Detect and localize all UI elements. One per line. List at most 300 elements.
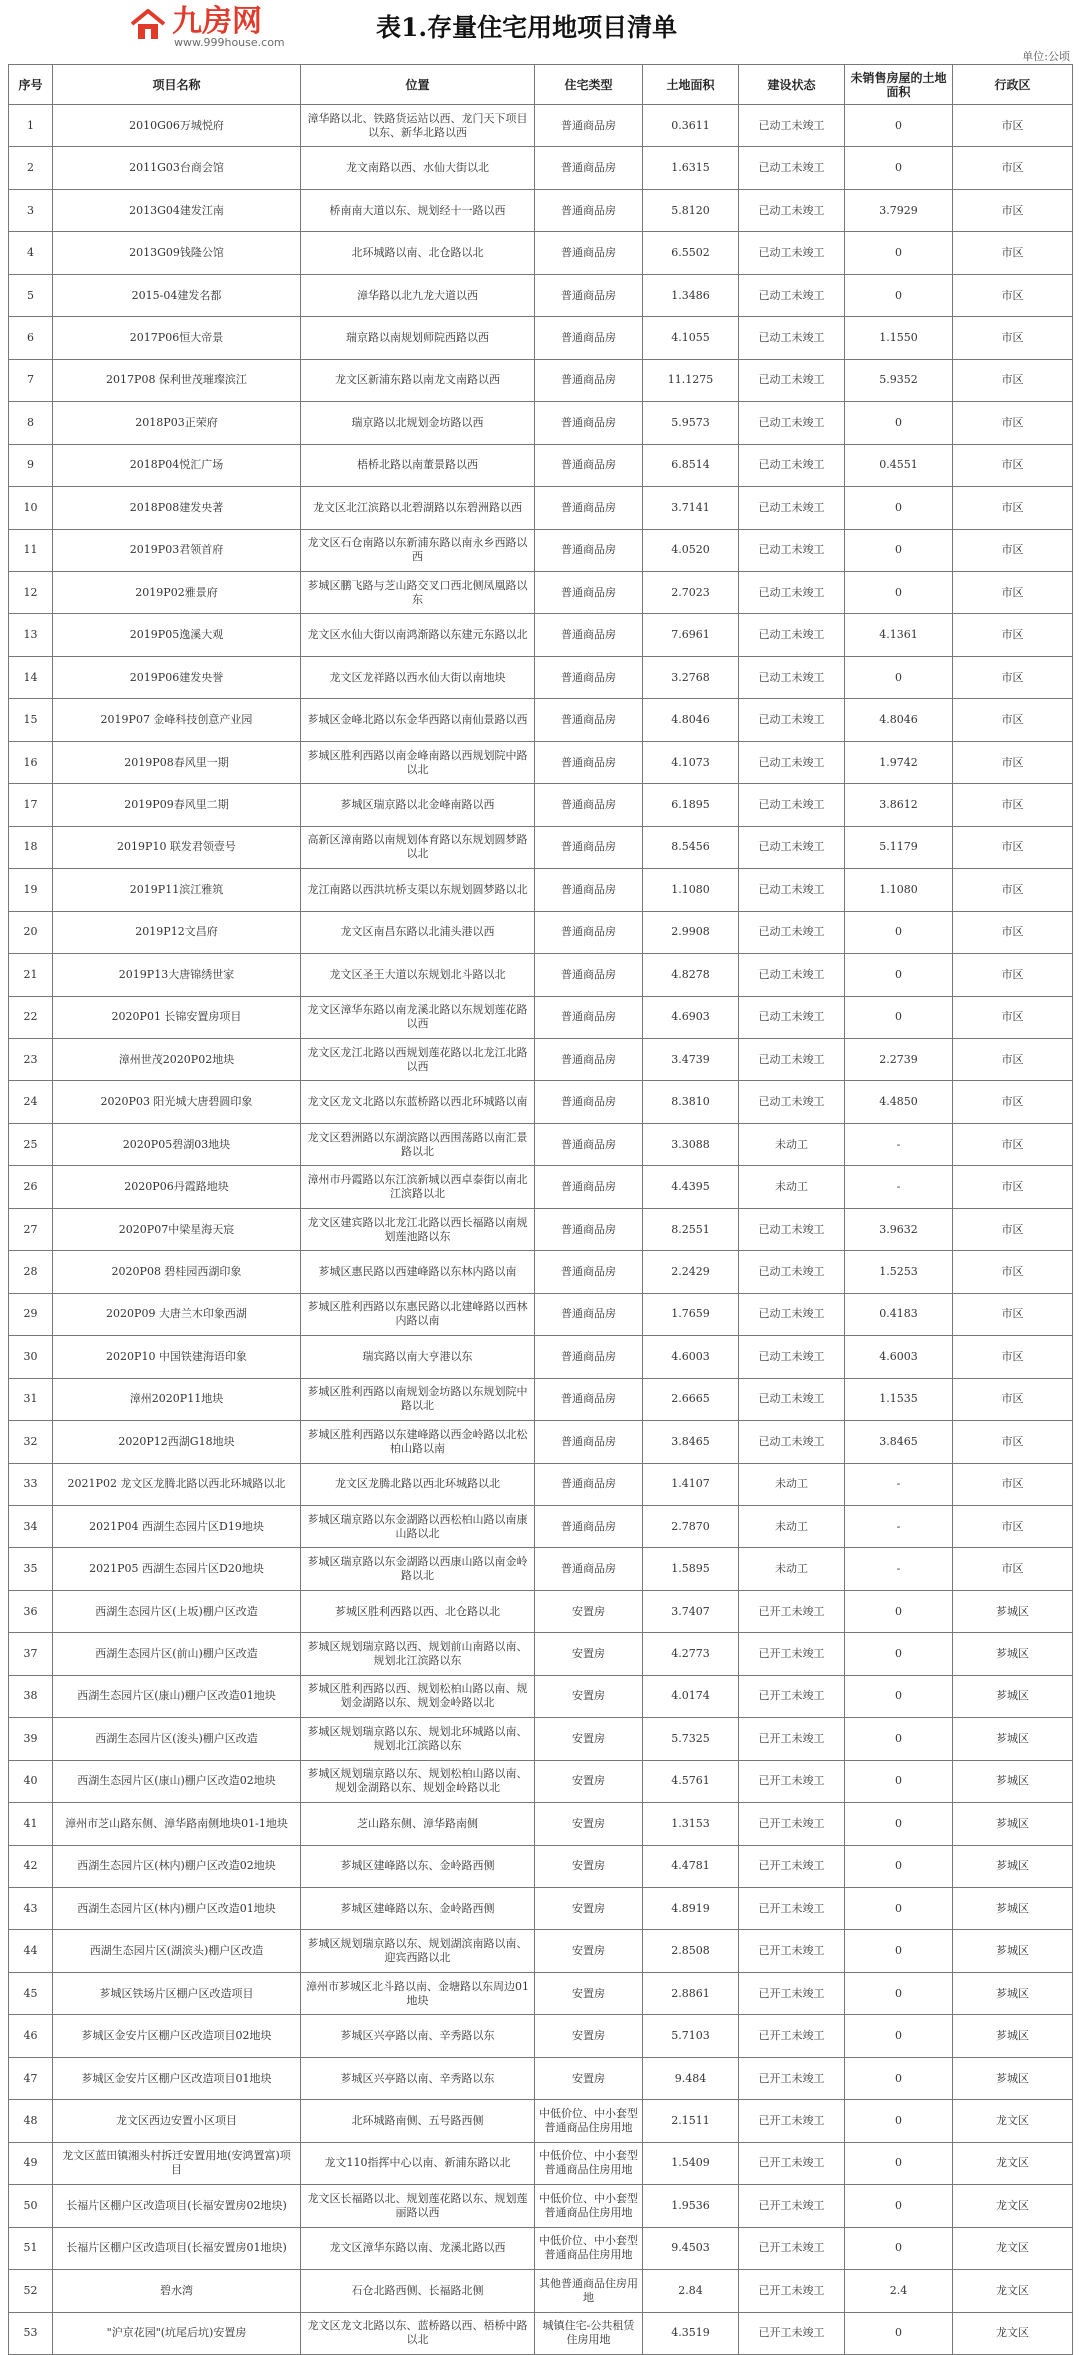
cell-housing-type: 普通商品房 [535, 1548, 643, 1590]
cell-build-status: 已动工未竣工 [739, 274, 845, 316]
cell-project-name: 2019P05逸溪大观 [53, 614, 301, 656]
cell-index: 27 [9, 1208, 53, 1250]
cell-location: 芗城区规划瑞京路以东、规划北环城路以南、规划北江滨路以东 [301, 1718, 535, 1760]
table-row [9, 826, 1073, 868]
cell-unsold-area: - [845, 1548, 953, 1590]
cell-location: 漳州市丹霞路以东江滨新城以西卓泰街以南北江滨路以北 [301, 1166, 535, 1208]
cell-index: 12 [9, 571, 53, 613]
table-row [9, 1633, 1073, 1675]
cell-build-status: 已动工未竣工 [739, 1293, 845, 1335]
cell-unsold-area: 2.2739 [845, 1038, 953, 1080]
cell-project-name: 2019P06建发央誉 [53, 656, 301, 698]
cell-location: 芗城区胜利西路以东惠民路以北建峰路以西林内路以南 [301, 1293, 535, 1335]
cell-land-area: 4.6903 [643, 996, 739, 1038]
cell-index: 18 [9, 826, 53, 868]
table-row [9, 529, 1073, 571]
cell-location: 龙文区龙祥路以西水仙大街以南地块 [301, 656, 535, 698]
cell-unsold-area: 0 [845, 1888, 953, 1930]
cell-unsold-area: 0 [845, 2015, 953, 2057]
table-row [9, 1803, 1073, 1845]
cell-build-status: 已动工未竣工 [739, 147, 845, 189]
cell-project-name: 长福片区棚户区改造项目(长福安置房01地块) [53, 2227, 301, 2269]
cell-build-status: 已动工未竣工 [739, 784, 845, 826]
table-row [9, 274, 1073, 316]
table-row [9, 444, 1073, 486]
cell-district: 市区 [953, 317, 1073, 359]
cell-housing-type: 安置房 [535, 1760, 643, 1802]
table-row [9, 614, 1073, 656]
cell-unsold-area: 4.1361 [845, 614, 953, 656]
cell-district: 市区 [953, 1505, 1073, 1547]
cell-housing-type: 普通商品房 [535, 1336, 643, 1378]
cell-land-area: 6.1895 [643, 784, 739, 826]
cell-build-status: 已开工未竣工 [739, 2015, 845, 2057]
cell-land-area: 3.2768 [643, 656, 739, 698]
cell-district: 芗城区 [953, 1718, 1073, 1760]
cell-land-area: 2.1511 [643, 2100, 739, 2142]
cell-project-name: 2015-04建发名都 [53, 274, 301, 316]
cell-district: 芗城区 [953, 2015, 1073, 2057]
cell-project-name: 2018P04悦汇广场 [53, 444, 301, 486]
cell-district: 市区 [953, 614, 1073, 656]
cell-unsold-area: 4.6003 [845, 1336, 953, 1378]
cell-housing-type: 安置房 [535, 1633, 643, 1675]
cell-housing-type: 普通商品房 [535, 1251, 643, 1293]
cell-project-name: 长福片区棚户区改造项目(长福安置房02地块) [53, 2185, 301, 2227]
table-row [9, 1123, 1073, 1165]
cell-housing-type: 安置房 [535, 1888, 643, 1930]
cell-build-status: 已开工未竣工 [739, 1590, 845, 1632]
cell-land-area: 3.7141 [643, 487, 739, 529]
cell-unsold-area: 0 [845, 656, 953, 698]
table-row [9, 1421, 1073, 1463]
cell-project-name: 2011G03台商会馆 [53, 147, 301, 189]
logo-url: www.999house.com [174, 36, 285, 49]
house-logo-icon [128, 8, 168, 42]
col-header-location: 位置 [301, 65, 535, 105]
cell-unsold-area: 3.8465 [845, 1421, 953, 1463]
cell-build-status: 已开工未竣工 [739, 1930, 845, 1972]
cell-unsold-area: 0.4183 [845, 1293, 953, 1335]
col-header-unsold-area: 未销售房屋的土地面积 [845, 65, 953, 105]
cell-land-area: 8.3810 [643, 1081, 739, 1123]
cell-project-name: "沪京花园"(坑尾后坑)安置房 [53, 2312, 301, 2354]
cell-unsold-area: 4.4850 [845, 1081, 953, 1123]
cell-build-status: 已动工未竣工 [739, 189, 845, 231]
table-row [9, 1548, 1073, 1590]
document-title: 表1.存量住宅用地项目清单 [376, 13, 678, 42]
cell-build-status: 未动工 [739, 1123, 845, 1165]
cell-land-area: 5.8120 [643, 189, 739, 231]
cell-location: 漳州市芗城区北斗路以南、金塘路以东周边01地块 [301, 1972, 535, 2014]
cell-build-status: 已动工未竣工 [739, 444, 845, 486]
table-row [9, 1208, 1073, 1250]
table-row [9, 2057, 1073, 2099]
cell-district: 市区 [953, 1166, 1073, 1208]
cell-index: 34 [9, 1505, 53, 1547]
cell-land-area: 6.5502 [643, 232, 739, 274]
cell-unsold-area: 0 [845, 105, 953, 147]
cell-index: 39 [9, 1718, 53, 1760]
cell-district: 龙文区 [953, 2312, 1073, 2354]
cell-location: 芗城区规划瑞京路以东、规划松柏山路以南、规划金湖路以东、规划金岭路以北 [301, 1760, 535, 1802]
cell-land-area: 4.8046 [643, 699, 739, 741]
cell-district: 市区 [953, 1336, 1073, 1378]
cell-district: 龙文区 [953, 2270, 1073, 2312]
cell-land-area: 4.2773 [643, 1633, 739, 1675]
cell-unsold-area: 0 [845, 1803, 953, 1845]
cell-project-name: 2017P08 保利世茂璀璨滨江 [53, 359, 301, 401]
cell-land-area: 1.1080 [643, 869, 739, 911]
cell-housing-type: 普通商品房 [535, 1081, 643, 1123]
cell-index: 21 [9, 954, 53, 996]
cell-build-status: 已开工未竣工 [739, 2100, 845, 2142]
cell-index: 46 [9, 2015, 53, 2057]
cell-housing-type: 安置房 [535, 1803, 643, 1845]
cell-index: 37 [9, 1633, 53, 1675]
cell-index: 50 [9, 2185, 53, 2227]
table-row [9, 1930, 1073, 1972]
table-header-row [9, 65, 1073, 105]
cell-land-area: 4.0520 [643, 529, 739, 571]
cell-housing-type: 普通商品房 [535, 911, 643, 953]
cell-project-name: 2021P02 龙文区龙腾北路以西北环城路以北 [53, 1463, 301, 1505]
cell-location: 芗城区建峰路以东、金岭路西侧 [301, 1845, 535, 1887]
cell-land-area: 4.8278 [643, 954, 739, 996]
cell-district: 市区 [953, 1548, 1073, 1590]
cell-build-status: 已动工未竣工 [739, 1038, 845, 1080]
cell-project-name: 西湖生态园片区(湖滨头)棚户区改造 [53, 1930, 301, 1972]
cell-unsold-area: 0 [845, 1718, 953, 1760]
cell-index: 40 [9, 1760, 53, 1802]
cell-housing-type: 普通商品房 [535, 1378, 643, 1420]
cell-housing-type: 普通商品房 [535, 869, 643, 911]
cell-project-name: 西湖生态园片区(林内)棚户区改造02地块 [53, 1845, 301, 1887]
cell-unsold-area: 1.5253 [845, 1251, 953, 1293]
cell-housing-type: 安置房 [535, 1718, 643, 1760]
cell-project-name: 2020P08 碧桂园西湖印象 [53, 1251, 301, 1293]
cell-unsold-area: 3.9632 [845, 1208, 953, 1250]
cell-index: 5 [9, 274, 53, 316]
cell-location: 高新区漳南路以南规划体育路以东规划圆梦路以北 [301, 826, 535, 868]
cell-land-area: 11.1275 [643, 359, 739, 401]
cell-location: 北环城路南侧、五号路西侧 [301, 2100, 535, 2142]
site-logo[interactable] [128, 4, 328, 49]
table-row [9, 656, 1073, 698]
cell-land-area: 5.7325 [643, 1718, 739, 1760]
cell-land-area: 3.8465 [643, 1421, 739, 1463]
cell-housing-type: 普通商品房 [535, 954, 643, 996]
cell-location: 芗城区规划瑞京路以东、规划湖滨南路以南、迎宾西路以北 [301, 1930, 535, 1972]
cell-housing-type: 普通商品房 [535, 1038, 643, 1080]
cell-district: 芗城区 [953, 1590, 1073, 1632]
table-row [9, 1463, 1073, 1505]
cell-index: 33 [9, 1463, 53, 1505]
cell-unsold-area: 1.1535 [845, 1378, 953, 1420]
cell-location: 龙文区建宾路以北龙江北路以西长福路以南规划莲池路以东 [301, 1208, 535, 1250]
cell-unsold-area: 0 [845, 487, 953, 529]
cell-land-area: 1.7659 [643, 1293, 739, 1335]
cell-land-area: 3.3088 [643, 1123, 739, 1165]
cell-district: 市区 [953, 699, 1073, 741]
table-row [9, 1336, 1073, 1378]
cell-location: 龙文110指挥中心以南、新浦东路以北 [301, 2142, 535, 2184]
cell-land-area: 1.5895 [643, 1548, 739, 1590]
cell-unsold-area: 0 [845, 1972, 953, 2014]
cell-land-area: 9.484 [643, 2057, 739, 2099]
cell-land-area: 4.4781 [643, 1845, 739, 1887]
cell-index: 42 [9, 1845, 53, 1887]
cell-district: 龙文区 [953, 2100, 1073, 2142]
cell-district: 市区 [953, 105, 1073, 147]
cell-build-status: 已开工未竣工 [739, 2142, 845, 2184]
table-row [9, 147, 1073, 189]
cell-project-name: 2019P02雅景府 [53, 571, 301, 613]
cell-land-area: 3.7407 [643, 1590, 739, 1632]
cell-project-name: 芗城区铁场片区棚户区改造项目 [53, 1972, 301, 2014]
cell-unsold-area: 0 [845, 232, 953, 274]
cell-location: 龙文区龙文北路以东、蓝桥路以西、梧桥中路以北 [301, 2312, 535, 2354]
cell-housing-type: 普通商品房 [535, 1123, 643, 1165]
table-row [9, 911, 1073, 953]
table-row [9, 571, 1073, 613]
cell-unsold-area: 0 [845, 529, 953, 571]
cell-district: 芗城区 [953, 1633, 1073, 1675]
cell-land-area: 8.2551 [643, 1208, 739, 1250]
cell-project-name: 2020P01 长锦安置房项目 [53, 996, 301, 1038]
cell-unsold-area: - [845, 1123, 953, 1165]
cell-project-name: 西湖生态园片区(上坂)棚户区改造 [53, 1590, 301, 1632]
cell-location: 芗城区胜利西路以东建峰路以西金岭路以北松柏山路以南 [301, 1421, 535, 1463]
col-header-district: 行政区 [953, 65, 1073, 105]
cell-build-status: 已动工未竣工 [739, 699, 845, 741]
cell-project-name: 2019P10 联发君领壹号 [53, 826, 301, 868]
cell-build-status: 未动工 [739, 1463, 845, 1505]
cell-unsold-area: 3.8612 [845, 784, 953, 826]
cell-index: 23 [9, 1038, 53, 1080]
cell-index: 22 [9, 996, 53, 1038]
cell-housing-type: 普通商品房 [535, 105, 643, 147]
cell-build-status: 已动工未竣工 [739, 1208, 845, 1250]
cell-build-status: 已动工未竣工 [739, 1336, 845, 1378]
cell-build-status: 已动工未竣工 [739, 571, 845, 613]
cell-housing-type: 安置房 [535, 2057, 643, 2099]
cell-index: 44 [9, 1930, 53, 1972]
cell-build-status: 已动工未竣工 [739, 869, 845, 911]
cell-project-name: 2020P03 阳光城大唐碧圆印象 [53, 1081, 301, 1123]
cell-location: 芗城区兴亭路以南、辛秀路以东 [301, 2057, 535, 2099]
cell-district: 市区 [953, 232, 1073, 274]
cell-project-name: 2020P07中梁星海天宸 [53, 1208, 301, 1250]
cell-index: 29 [9, 1293, 53, 1335]
cell-build-status: 已动工未竣工 [739, 996, 845, 1038]
cell-land-area: 4.3519 [643, 2312, 739, 2354]
cell-housing-type: 普通商品房 [535, 147, 643, 189]
cell-district: 市区 [953, 1293, 1073, 1335]
cell-project-name: 2013G09钱隆公馆 [53, 232, 301, 274]
cell-land-area: 4.8919 [643, 1888, 739, 1930]
cell-land-area: 4.4395 [643, 1166, 739, 1208]
cell-index: 10 [9, 487, 53, 529]
cell-index: 26 [9, 1166, 53, 1208]
cell-housing-type: 安置房 [535, 2015, 643, 2057]
cell-housing-type: 普通商品房 [535, 529, 643, 571]
cell-land-area: 4.5761 [643, 1760, 739, 1802]
cell-location: 芝山路东侧、漳华路南侧 [301, 1803, 535, 1845]
cell-housing-type: 普通商品房 [535, 784, 643, 826]
cell-project-name: 西湖生态园片区(康山)棚户区改造02地块 [53, 1760, 301, 1802]
cell-index: 20 [9, 911, 53, 953]
cell-location: 龙文区漳华东路以南、龙溪北路以西 [301, 2227, 535, 2269]
cell-housing-type: 普通商品房 [535, 1208, 643, 1250]
cell-district: 市区 [953, 1463, 1073, 1505]
cell-unsold-area: - [845, 1166, 953, 1208]
cell-housing-type: 中低价位、中小套型普通商品住房用地 [535, 2185, 643, 2227]
col-header-index: 序号 [9, 65, 53, 105]
cell-index: 51 [9, 2227, 53, 2269]
cell-district: 市区 [953, 359, 1073, 401]
cell-build-status: 已动工未竣工 [739, 614, 845, 656]
table-row [9, 1590, 1073, 1632]
cell-location: 桥南南大道以东、规划经十一路以西 [301, 189, 535, 231]
cell-land-area: 1.6315 [643, 147, 739, 189]
cell-unsold-area: 1.1080 [845, 869, 953, 911]
cell-build-status: 已开工未竣工 [739, 2312, 845, 2354]
cell-project-name: 2017P06恒大帝景 [53, 317, 301, 359]
cell-housing-type: 普通商品房 [535, 1505, 643, 1547]
cell-housing-type: 城镇住宅-公共租赁住房用地 [535, 2312, 643, 2354]
cell-district: 市区 [953, 954, 1073, 996]
cell-unsold-area: 0 [845, 2312, 953, 2354]
cell-location: 瑞京路以北规划金坊路以西 [301, 402, 535, 444]
cell-land-area: 7.6961 [643, 614, 739, 656]
cell-housing-type: 中低价位、中小套型普通商品住房用地 [535, 2142, 643, 2184]
cell-land-area: 1.3486 [643, 274, 739, 316]
cell-housing-type: 安置房 [535, 1590, 643, 1632]
cell-land-area: 1.9536 [643, 2185, 739, 2227]
cell-index: 38 [9, 1675, 53, 1717]
cell-build-status: 已动工未竣工 [739, 954, 845, 996]
cell-land-area: 9.4503 [643, 2227, 739, 2269]
cell-index: 52 [9, 2270, 53, 2312]
cell-unsold-area: 0 [845, 2185, 953, 2227]
cell-location: 龙文区圣王大道以东规划北斗路以北 [301, 954, 535, 996]
cell-housing-type: 普通商品房 [535, 1293, 643, 1335]
cell-build-status: 已开工未竣工 [739, 1718, 845, 1760]
cell-housing-type: 中低价位、中小套型普通商品住房用地 [535, 2100, 643, 2142]
cell-unsold-area: 5.1179 [845, 826, 953, 868]
cell-unsold-area: 1.9742 [845, 741, 953, 783]
cell-unsold-area: 0 [845, 996, 953, 1038]
cell-land-area: 1.3153 [643, 1803, 739, 1845]
cell-project-name: 龙文区蓝田镇湘头村拆迁安置用地(安鸿置富)项目 [53, 2142, 301, 2184]
cell-build-status: 已开工未竣工 [739, 1888, 845, 1930]
cell-index: 6 [9, 317, 53, 359]
cell-unsold-area: 0 [845, 147, 953, 189]
cell-index: 9 [9, 444, 53, 486]
cell-build-status: 已开工未竣工 [739, 1845, 845, 1887]
cell-unsold-area: 0 [845, 2100, 953, 2142]
cell-land-area: 2.7870 [643, 1505, 739, 1547]
cell-location: 龙文区北江滨路以北碧湖路以东碧洲路以西 [301, 487, 535, 529]
cell-project-name: 2019P07 金峰科技创意产业园 [53, 699, 301, 741]
cell-district: 市区 [953, 487, 1073, 529]
table-row [9, 487, 1073, 529]
cell-district: 市区 [953, 741, 1073, 783]
cell-district: 龙文区 [953, 2227, 1073, 2269]
table-row [9, 2015, 1073, 2057]
cell-housing-type: 普通商品房 [535, 444, 643, 486]
cell-district: 市区 [953, 1081, 1073, 1123]
cell-district: 芗城区 [953, 1845, 1073, 1887]
land-list-table [8, 64, 1073, 2355]
cell-district: 市区 [953, 1123, 1073, 1165]
cell-district: 市区 [953, 784, 1073, 826]
cell-index: 8 [9, 402, 53, 444]
cell-location: 龙文区南昌东路以北浦头港以西 [301, 911, 535, 953]
cell-unsold-area: 0 [845, 402, 953, 444]
cell-build-status: 已开工未竣工 [739, 2270, 845, 2312]
cell-housing-type: 普通商品房 [535, 656, 643, 698]
cell-location: 北环城路以南、北仓路以北 [301, 232, 535, 274]
cell-project-name: 漳州市芝山路东侧、漳华路南侧地块01-1地块 [53, 1803, 301, 1845]
cell-unsold-area: - [845, 1505, 953, 1547]
cell-location: 芗城区金峰北路以东金华西路以南仙景路以西 [301, 699, 535, 741]
cell-unsold-area: 0 [845, 2142, 953, 2184]
cell-project-name: 2019P11滨江雅筑 [53, 869, 301, 911]
cell-build-status: 已开工未竣工 [739, 2185, 845, 2227]
table-row [9, 317, 1073, 359]
cell-project-name: 2020P10 中国铁建海语印象 [53, 1336, 301, 1378]
cell-housing-type: 其他普通商品住房用地 [535, 2270, 643, 2312]
cell-build-status: 已动工未竣工 [739, 1251, 845, 1293]
cell-index: 7 [9, 359, 53, 401]
cell-index: 28 [9, 1251, 53, 1293]
cell-land-area: 3.4739 [643, 1038, 739, 1080]
cell-location: 梧桥北路以南董景路以西 [301, 444, 535, 486]
cell-housing-type: 普通商品房 [535, 1166, 643, 1208]
cell-index: 24 [9, 1081, 53, 1123]
cell-location: 龙文区石仓南路以东新浦东路以南永乡西路以西 [301, 529, 535, 571]
cell-unsold-area: 0 [845, 2057, 953, 2099]
cell-district: 市区 [953, 1038, 1073, 1080]
cell-project-name: 碧水湾 [53, 2270, 301, 2312]
page-header [0, 0, 1080, 49]
cell-build-status: 已动工未竣工 [739, 402, 845, 444]
table-row [9, 359, 1073, 401]
cell-unsold-area: - [845, 1463, 953, 1505]
unit-note: 单位:公顷 [1022, 50, 1070, 63]
cell-location: 龙文区龙腾北路以西北环城路以北 [301, 1463, 535, 1505]
cell-district: 市区 [953, 147, 1073, 189]
cell-district: 市区 [953, 571, 1073, 613]
table-row [9, 2312, 1073, 2354]
cell-district: 芗城区 [953, 1888, 1073, 1930]
cell-district: 市区 [953, 869, 1073, 911]
col-header-housing-type: 住宅类型 [535, 65, 643, 105]
cell-housing-type: 安置房 [535, 1675, 643, 1717]
cell-land-area: 2.8861 [643, 1972, 739, 2014]
table-row [9, 1505, 1073, 1547]
cell-project-name: 2018P03正荣府 [53, 402, 301, 444]
cell-district: 龙文区 [953, 2185, 1073, 2227]
cell-project-name: 2021P04 西湖生态园片区D19地块 [53, 1505, 301, 1547]
cell-housing-type: 中低价位、中小套型普通商品住房用地 [535, 2227, 643, 2269]
cell-build-status: 未动工 [739, 1166, 845, 1208]
cell-district: 市区 [953, 189, 1073, 231]
table-row [9, 105, 1073, 147]
cell-index: 2 [9, 147, 53, 189]
